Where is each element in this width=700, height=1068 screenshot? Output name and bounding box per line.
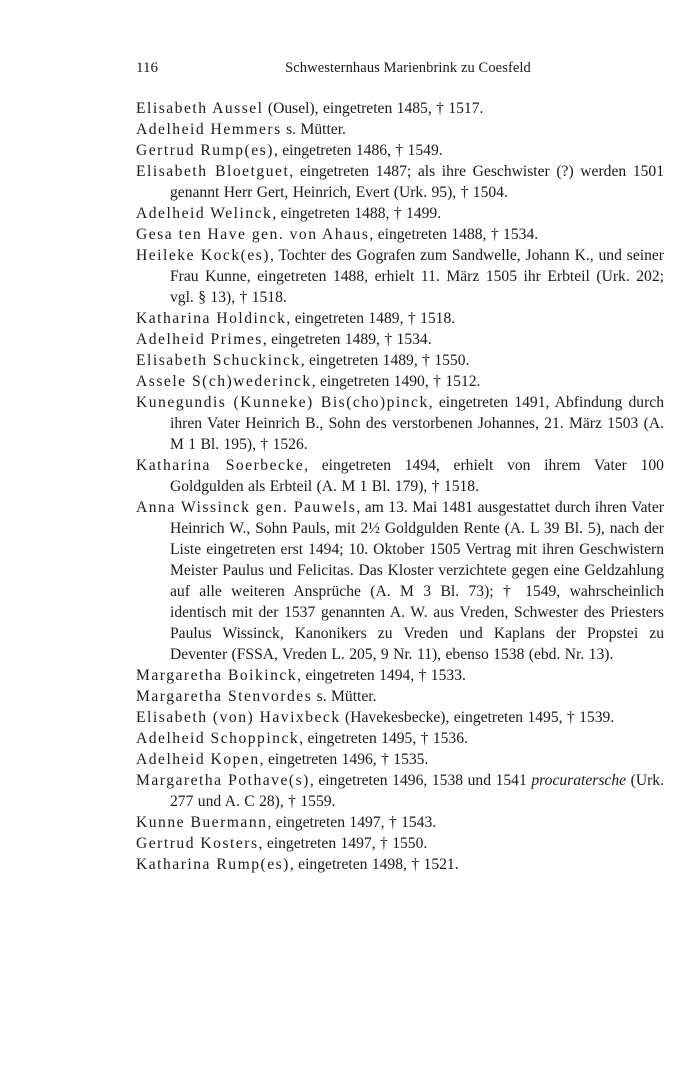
entry-italic-term: procuratersche — [531, 772, 627, 789]
entry-name: Elisabeth (von) Havixbeck — [136, 709, 341, 726]
entry — [136, 707, 664, 728]
entry-list — [136, 98, 664, 875]
entry-text: , eingetreten 1487; als ihre Geschwister (?) werden 1501 genannt Herr Gert, Heinrich, Evert (Urk. 95), † 1504. — [170, 163, 665, 201]
entry — [136, 665, 664, 686]
entry — [136, 140, 664, 161]
entry-name: Anna Wissinck gen. Pauwels — [136, 499, 357, 516]
entry-name: Adelheid Hemmers — [136, 121, 282, 138]
entry-text: , eingetreten 1496, † 1535. — [259, 751, 429, 768]
entry — [136, 371, 664, 392]
entry-name: Katharina Soerbecke — [136, 457, 305, 474]
entry-text: , eingetreten 1491, Abfindung durch ihren Vater Heinrich B., Sohn des verstorbenen Johannes, 21. März 1503 (A. M 1 Bl. 195), † 1526. — [170, 394, 665, 453]
entry-name: Assele S(ch)wederinck — [136, 373, 312, 390]
entry-text: s. Mütter. — [281, 121, 346, 138]
entry — [136, 770, 664, 812]
entry-text: , eingetreten 1497, † 1550. — [258, 835, 428, 852]
entry-name: Gertrud Rump(es) — [136, 142, 274, 159]
entry-text: , eingetreten 1490, † 1512. — [311, 373, 481, 390]
entry-name: Adelheid Kopen — [136, 751, 260, 768]
document-page — [136, 60, 664, 875]
entry-text: , eingetreten 1488, † 1534. — [369, 226, 539, 243]
entry-name: Gesa ten Have gen. von Ahaus — [136, 226, 370, 243]
entry-name: Katharina Rump(es) — [136, 856, 290, 873]
entry — [136, 497, 664, 665]
entry-text: (Havekesbecke), eingetreten 1495, † 1539. — [340, 709, 615, 726]
entry-name: Heileke Kock(es) — [136, 247, 270, 264]
entry-text: , eingetreten 1489, † 1518. — [286, 310, 456, 327]
entry-text: s. Mütter. — [312, 688, 377, 705]
entry-name: Adelheid Welinck — [136, 205, 273, 222]
entry-text: (Ousel), eingetreten 1485, † 1517. — [263, 100, 484, 117]
entry-name: Elisabeth Aussel — [136, 100, 264, 117]
entry — [136, 245, 664, 308]
entry — [136, 854, 664, 875]
entry-name: Adelheid Schoppinck — [136, 730, 300, 747]
entry-text: , eingetreten 1497, † 1543. — [267, 814, 437, 831]
entry — [136, 98, 664, 119]
entry-name: Elisabeth Schuckinck — [136, 352, 301, 369]
entry — [136, 833, 664, 854]
entry-text: , eingetreten 1488, † 1499. — [272, 205, 442, 222]
entry-text: , eingetreten 1489, † 1534. — [262, 331, 432, 348]
entry-text: , Tochter des Gografen zum Sandwelle, Johann K., und seiner Frau Kunne, eingetreten 1488, erhielt 11. März 1505 ihr Erbteil (Urk. 202; vgl. § 13), † 1518. — [170, 247, 664, 306]
entry-name: Katharina Holdinck — [136, 310, 287, 327]
entry-text: (Urk. 277 und A. C 28), † 1559. — [170, 772, 664, 810]
entry-name: Margaretha Stenvordes — [136, 688, 313, 705]
entry — [136, 224, 664, 245]
entry-text: , eingetreten 1494, † 1533. — [297, 667, 466, 684]
page-number: 116 — [136, 60, 158, 76]
entry — [136, 728, 664, 749]
entry-text: , am 13. Mai 1481 ausgestattet durch ihren Vater Heinrich W., Sohn Pauls, mit 2½ Goldgulden Rente (A. L 39 Bl. 5), nach der Liste eingetreten erst 1494; 10. Oktober 1505 Vertrag mit ihren Geschwistern Meister Paulus und Felicitas. Das Kloster verzichtete gegen eine Geldzahlung auf alle weiteren Ansprüche (A. M 3 Bl. 73); † 1549, wahrscheinlich identisch mit der 1537 genannten A. W. aus Vreden, Schwester des Priesters Paulus Wissinck, Kanonikers zu Vreden und Kaplans der Propstei zu Deventer (FSSA, Vreden L. 205, 9 Nr. 11), ebenso 1538 (ebd. Nr. 13). — [170, 499, 664, 663]
entry — [136, 329, 664, 350]
entry-name: Adelheid Primes — [136, 331, 263, 348]
entry — [136, 392, 664, 455]
entry-name: Margaretha Boikinck — [136, 667, 298, 684]
entry-text: , eingetreten 1498, † 1521. — [289, 856, 459, 873]
entry — [136, 308, 664, 329]
entry-name: Elisabeth Bloetguet — [136, 163, 290, 180]
entry-name: Gertrud Kosters — [136, 835, 259, 852]
running-header — [136, 60, 664, 82]
entry-text: , eingetreten 1486, † 1549. — [273, 142, 443, 159]
entry-name: Kunne Buermann — [136, 814, 268, 831]
entry-text: , eingetreten 1494, erhielt von ihrem Vater 100 Goldgulden als Erbteil (A. M 1 Bl. 179), † 1518. — [170, 457, 664, 495]
entry-text: , eingetreten 1495, † 1536. — [299, 730, 468, 747]
running-title: Schwesternhaus Marienbrink zu Coesfeld — [285, 60, 531, 76]
entry — [136, 350, 664, 371]
entry-text: , eingetreten 1489, † 1550. — [300, 352, 470, 369]
entry — [136, 686, 664, 707]
entry — [136, 161, 664, 203]
entry-name: Kunegundis (Kunneke) Bis(cho)pinck — [136, 394, 429, 411]
entry-text: , eingetreten 1496, 1538 und 1541 — [309, 772, 532, 789]
entry — [136, 455, 664, 497]
entry — [136, 203, 664, 224]
entry — [136, 749, 664, 770]
entry — [136, 119, 664, 140]
entry-name: Margaretha Pothave(s) — [136, 772, 310, 789]
entry — [136, 812, 664, 833]
